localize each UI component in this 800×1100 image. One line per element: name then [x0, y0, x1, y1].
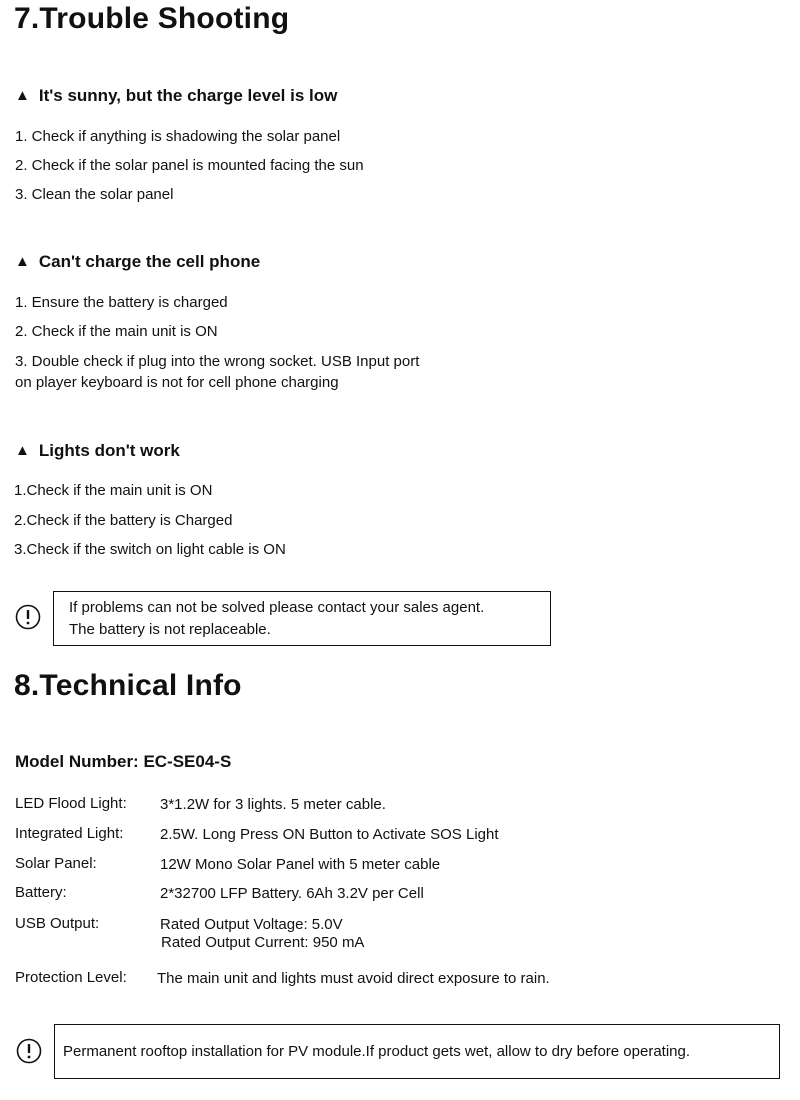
spec-label: Battery:: [15, 884, 67, 901]
triangle-bullet-icon: ▲: [15, 441, 30, 459]
notice-box-troubleshooting: [53, 591, 551, 646]
triangle-bullet-icon: ▲: [15, 252, 30, 270]
triangle-bullet-icon: ▲: [15, 86, 30, 104]
list-item: 3. Clean the solar panel: [15, 186, 174, 203]
list-item: 3.Check if the switch on light cable is ON: [14, 541, 286, 558]
section-8-title: 8.Technical Info: [14, 669, 242, 702]
list-item: 3. Double check if plug into the wrong socket. USB Input port: [15, 353, 420, 370]
list-item: 1. Ensure the battery is charged: [15, 294, 228, 311]
model-number: Model Number: EC-SE04-S: [15, 752, 232, 771]
list-item: 2. Check if the solar panel is mounted facing the sun: [15, 157, 364, 174]
spec-value: Rated Output Voltage: 5.0V: [160, 916, 343, 933]
notice-box-technical: [54, 1024, 780, 1079]
issue-heading-text: Can't charge the cell phone: [38, 252, 261, 271]
spec-value: 2*32700 LFP Battery. 6Ah 3.2V per Cell: [160, 885, 424, 902]
spec-label: LED Flood Light:: [15, 795, 127, 812]
issue-heading-lights: [15, 441, 180, 461]
list-item: 2.Check if the battery is Charged: [14, 512, 233, 529]
spec-value: The main unit and lights must avoid direct exposure to rain.: [157, 970, 550, 987]
spec-value-line-2: Rated Output Current: 950 mA: [161, 934, 365, 951]
list-item: 1. Check if anything is shadowing the solar panel: [15, 128, 341, 145]
spec-value: 12W Mono Solar Panel with 5 meter cable: [160, 856, 441, 873]
exclamation-circle-icon: [16, 1038, 42, 1064]
spec-label: Integrated Light:: [15, 825, 124, 842]
spec-label: Protection Level:: [15, 969, 127, 986]
list-item-continuation: on player keyboard is not for cell phone charging: [15, 374, 339, 391]
issue-heading-sunny-low-charge: [15, 86, 337, 106]
spec-label: USB Output:: [15, 915, 100, 932]
list-item: 1.Check if the main unit is ON: [14, 482, 213, 499]
spec-label: Solar Panel:: [15, 855, 97, 872]
notice-text-line-2: The battery is not replaceable.: [69, 621, 271, 638]
exclamation-circle-icon: [15, 604, 41, 630]
list-item: 2. Check if the main unit is ON: [15, 323, 218, 340]
issue-heading-cell-phone: [15, 252, 260, 272]
notice-text: Permanent rooftop installation for PV module.If product gets wet, allow to dry before operating.: [63, 1043, 691, 1060]
issue-heading-text: It's sunny, but the charge level is low: [38, 86, 338, 105]
spec-value: 2.5W. Long Press ON Button to Activate SOS Light: [160, 826, 499, 843]
notice-text-line-1: If problems can not be solved please contact your sales agent.: [69, 599, 485, 616]
spec-value: 3*1.2W for 3 lights. 5 meter cable.: [160, 796, 386, 813]
section-7-title: 7.Trouble Shooting: [14, 2, 290, 35]
issue-heading-text: Lights don't work: [38, 441, 180, 460]
